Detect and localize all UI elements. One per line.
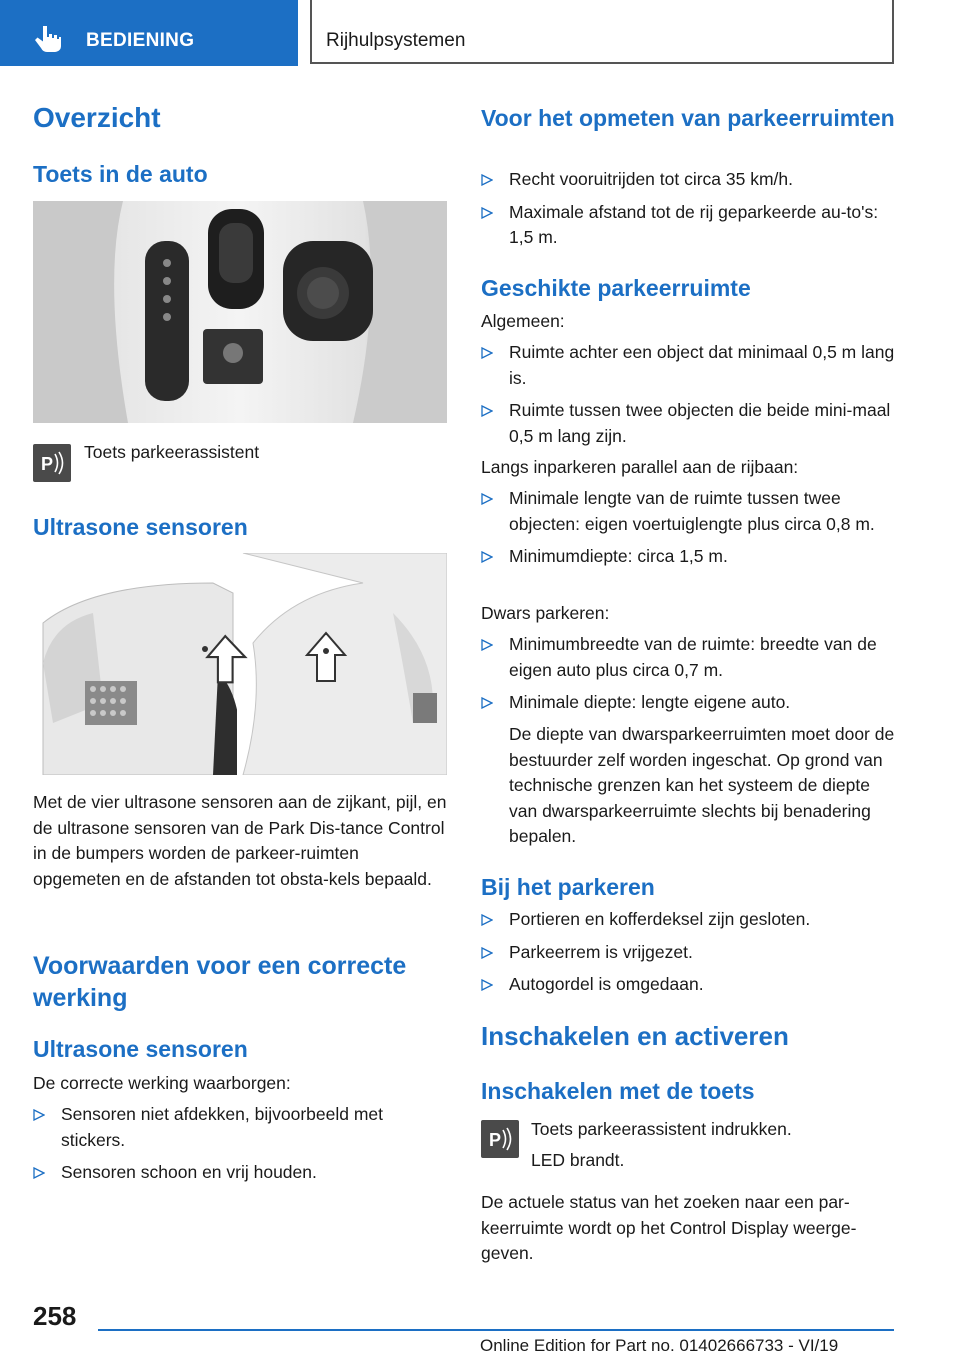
list-item: Autogordel is omgedaan.: [481, 972, 901, 998]
triangle-bullet-icon: [481, 947, 493, 959]
park-assist-button-icon-2: [481, 1120, 519, 1158]
sensor-description: Met de vier ultrasone sensoren aan de zijkant, pijl, en de ultrasone sensoren van de Park Dis-tance Control in de bumpers worden de parkeer-ruimten opgemeten en de afstanden tot obsta-kels bepaald.: [33, 792, 447, 889]
hand-pointer-icon: [34, 24, 64, 54]
heading-ultrasone-sensoren-2: Ultrasone sensoren: [33, 1036, 248, 1062]
list-item: Sensoren schoon en vrij houden.: [33, 1160, 447, 1186]
list-item: Minimale diepte: lengte eigene auto.: [481, 690, 901, 716]
svg-text:P: P: [41, 454, 54, 474]
park-assist-button-icon: [33, 444, 71, 482]
chapter-header: [310, 0, 894, 64]
heading-bij-het-parkeren: Bij het parkeren: [481, 874, 655, 900]
list-item: Ruimte tussen twee objecten die beide mini-maal 0,5 m lang zijn.: [481, 398, 901, 449]
heading-voorwaarden: Voorwaarden voor een correcte werking: [33, 952, 407, 1012]
dwars-label: Dwars parkeren:: [481, 603, 610, 623]
triangle-bullet-icon: [481, 493, 493, 505]
correct-list: [33, 1102, 447, 1193]
heading-toets-in-de-auto: Toets in de auto: [33, 161, 208, 187]
triangle-bullet-icon: [481, 207, 493, 219]
algemeen-list: [481, 340, 901, 456]
page-number: 258: [33, 1301, 77, 1331]
triangle-bullet-icon: [33, 1109, 45, 1121]
list-item: Maximale afstand tot de rij geparkeerde au-to's: 1,5 m.: [481, 200, 901, 251]
correct-intro: De correcte werking waarborgen:: [33, 1073, 291, 1093]
status-text: De actuele status van het zoeken naar een par-keerruimte wordt op het Control Display weerge-geven.: [481, 1192, 857, 1263]
list-item: Minimumdiepte: circa 1,5 m.: [481, 544, 901, 570]
langs-list: [481, 486, 901, 577]
chapter-label: Rijhulpsystemen: [326, 30, 466, 51]
inschakel-instruction: Toets parkeerassistent indrukken.: [531, 1119, 792, 1139]
triangle-bullet-icon: [481, 697, 493, 709]
triangle-bullet-icon: [33, 1167, 45, 1179]
triangle-bullet-icon: [481, 347, 493, 359]
footer-divider: [98, 1329, 894, 1331]
section-label: BEDIENING: [86, 30, 195, 51]
triangle-bullet-icon: [481, 639, 493, 651]
ultrasonic-sensors-image: [33, 553, 447, 775]
triangle-bullet-icon: [481, 551, 493, 563]
section-tab: [0, 0, 298, 66]
algemeen-label: Algemeen:: [481, 311, 565, 331]
dwars-note: De diepte van dwarsparkeerruimten moet door de bestuurder zelf worden ingeschat. Op grond van technische grenzen kan het systeem de diepte van dwarsparkeerruimte slechts bij benadering bepalen.: [509, 724, 895, 846]
svg-text:P: P: [489, 1130, 502, 1150]
list-item: Minimumbreedte van de ruimte: breedte van de eigen auto plus circa 0,7 m.: [481, 632, 901, 683]
list-item: Minimale lengte van de ruimte tussen twee objecten: eigen voertuiglengte plus circa 0,8 m.: [481, 486, 901, 537]
heading-ultrasone-sensoren: Ultrasone sensoren: [33, 514, 248, 540]
led-status: LED brandt.: [531, 1150, 625, 1170]
list-item: Recht vooruitrijden tot circa 35 km/h.: [481, 167, 901, 193]
triangle-bullet-icon: [481, 979, 493, 991]
triangle-bullet-icon: [481, 174, 493, 186]
heading-inschakelen-activeren: Inschakelen en activeren: [481, 1021, 789, 1051]
list-item: Sensoren niet afdekken, bijvoorbeeld met stickers.: [33, 1102, 447, 1153]
heading-overzicht: Overzicht: [33, 102, 161, 133]
heading-opmeten: Voor het opmeten van parkeerruimten: [481, 105, 895, 131]
bij-list: [481, 907, 901, 1005]
triangle-bullet-icon: [481, 405, 493, 417]
list-item: Ruimte achter een object dat minimaal 0,5 m lang is.: [481, 340, 901, 391]
toets-caption: Toets parkeerassistent: [84, 442, 260, 462]
triangle-bullet-icon: [481, 914, 493, 926]
center-console-image: [33, 201, 447, 423]
dwars-list: [481, 632, 901, 723]
langs-label: Langs inparkeren parallel aan de rijbaan:: [481, 457, 799, 477]
list-item: Portieren en kofferdeksel zijn gesloten.: [481, 907, 901, 933]
opmeten-list: [481, 167, 901, 258]
heading-geschikte-parkeerruimte: Geschikte parkeerruimte: [481, 275, 751, 301]
heading-inschakelen-toets: Inschakelen met de toets: [481, 1078, 755, 1104]
edition-text: Online Edition for Part no. 01402666733 - VI/19: [480, 1336, 839, 1355]
list-item: Parkeerrem is vrijgezet.: [481, 940, 901, 966]
